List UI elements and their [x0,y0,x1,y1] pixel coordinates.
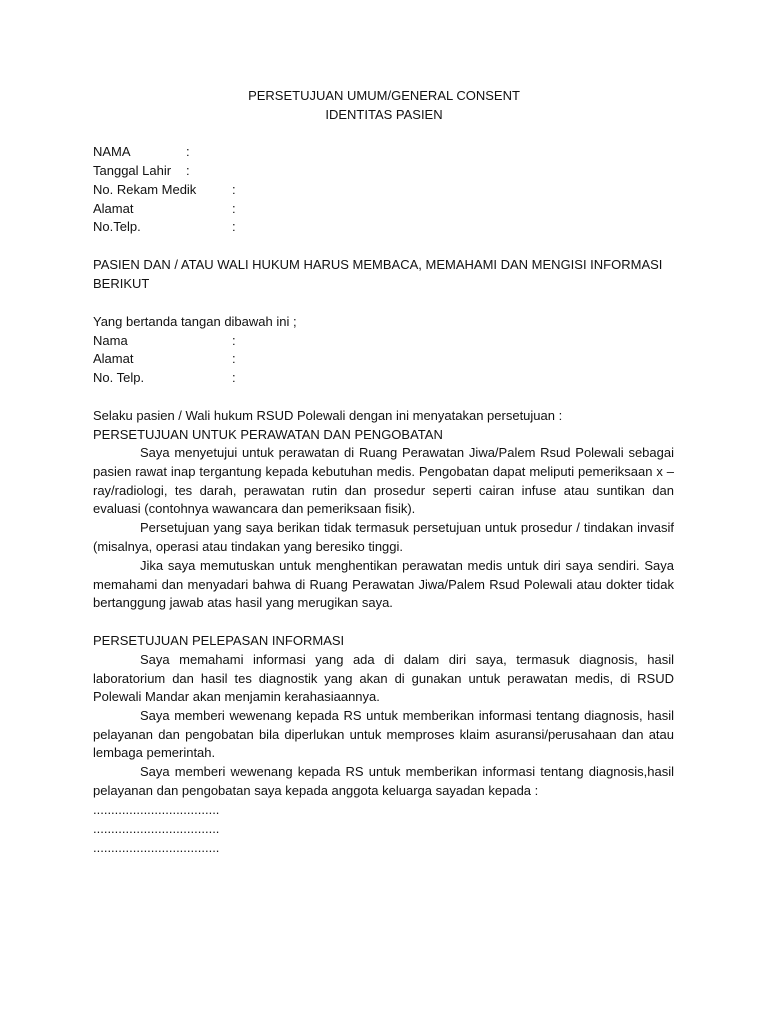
identity-label-telp: No.Telp. [93,219,141,234]
signer-colon-nama: : [232,333,236,348]
section1-heading: PERSETUJUAN UNTUK PERAWATAN DAN PENGOBATAN [93,427,443,442]
identity-colon-alamat: : [232,201,236,216]
section2-p1-line1: Saya memahami informasi yang ada di dalam diri saya, termasuk diagnosis, hasil [140,652,674,667]
identity-colon-telp: : [232,219,236,234]
signer-colon-alamat: : [232,351,236,366]
signer-label-telp: No. Telp. [93,370,145,385]
document-subtitle: IDENTITAS PASIEN [325,107,443,122]
fill-in-line-3: ................................... [93,840,220,855]
warning-line-1: PASIEN DAN / ATAU WALI HUKUM HARUS MEMBACA, MEMAHAMI DAN MENGISI INFORMASI [93,257,663,272]
identity-label-alamat: Alamat [93,201,134,216]
section1-p1-line1: Saya menyetujui untuk perawatan di Ruang Perawatan Jiwa/Palem Rsud Polewali sebagai [140,445,674,460]
signer-label-alamat: Alamat [93,351,134,366]
document-title: PERSETUJUAN UMUM/GENERAL CONSENT [248,88,520,103]
section1-p3-line3: bertanggung jawab atas hasil yang merugikan saya. [93,595,393,610]
signer-label-nama: Nama [93,333,128,348]
consent-statement: Selaku pasien / Wali hukum RSUD Polewali dengan ini menyatakan persetujuan : [93,408,563,423]
fill-in-line-2: ................................... [93,821,220,836]
signer-intro: Yang bertanda tangan dibawah ini ; [93,314,297,329]
section2-p1-line2: laboratorium dan hasil tes diagnostik yang akan di gunakan untuk perawatan medis, di RSUD [93,671,674,686]
section1-p2-line1: Persetujuan yang saya berikan tidak termasuk persetujuan untuk prosedur / tindakan invasif [140,520,674,535]
section1-p1-line4: evaluasi (contohnya wawancara dan pemeriksaan fisik). [93,501,416,516]
section1-p3-line1: Jika saya memutuskan untuk menghentikan perawatan medis untuk diri saya sendiri. Saya [140,558,674,573]
identity-colon-nama: : [186,144,190,159]
section2-p2-line3: lembaga pemerintah. [93,745,216,760]
section2-p1-line3: Polewali Mandar akan menjamin kerahasiaannya. [93,689,380,704]
identity-label-nama: NAMA [93,144,131,159]
section2-heading: PERSETUJUAN PELEPASAN INFORMASI [93,633,345,648]
identity-label-rekam-medik: No. Rekam Medik [93,182,197,197]
fill-in-line-1: ................................... [93,802,220,817]
section2-p2-line1: Saya memberi wewenang kepada RS untuk memberikan informasi tentang diagnosis, hasil [140,708,674,723]
section1-p1-line3: ray/radiologi, tes darah, perawatan rutin dan prosedur seperti cairan infuse atau suntikan dan [93,483,674,498]
section1-p3-line2: memahami dan menyadari bahwa di Ruang Perawatan Jiwa/Palem Rsud Polewali atau dokter tidak [93,577,674,592]
section2-p3-line1: Saya memberi wewenang kepada RS untuk memberikan informasi tentang diagnosis,hasil [140,764,674,779]
identity-colon-rekam-medik: : [232,182,236,197]
warning-line-2: BERIKUT [93,276,150,291]
section2-p3-line2: pelayanan dan pengobatan saya kepada anggota keluarga sayadan kepada : [93,783,539,798]
identity-label-tanggal-lahir: Tanggal Lahir [93,163,172,178]
section2-p2-line2: pelayanan dan pengobatan bila diperlukan untuk memproses klaim asuransi/perusahaan dan atau [93,727,674,742]
section1-p1-line2: pasien rawat inap tergantung kepada kebutuhan medis. Pengobatan dapat meliputi pemeriksaan x – [93,464,674,479]
identity-colon-tanggal-lahir: : [186,163,190,178]
signer-colon-telp: : [232,370,236,385]
section1-p2-line2: (misalnya, operasi atau tindakan yang beresiko tinggi. [93,539,404,554]
